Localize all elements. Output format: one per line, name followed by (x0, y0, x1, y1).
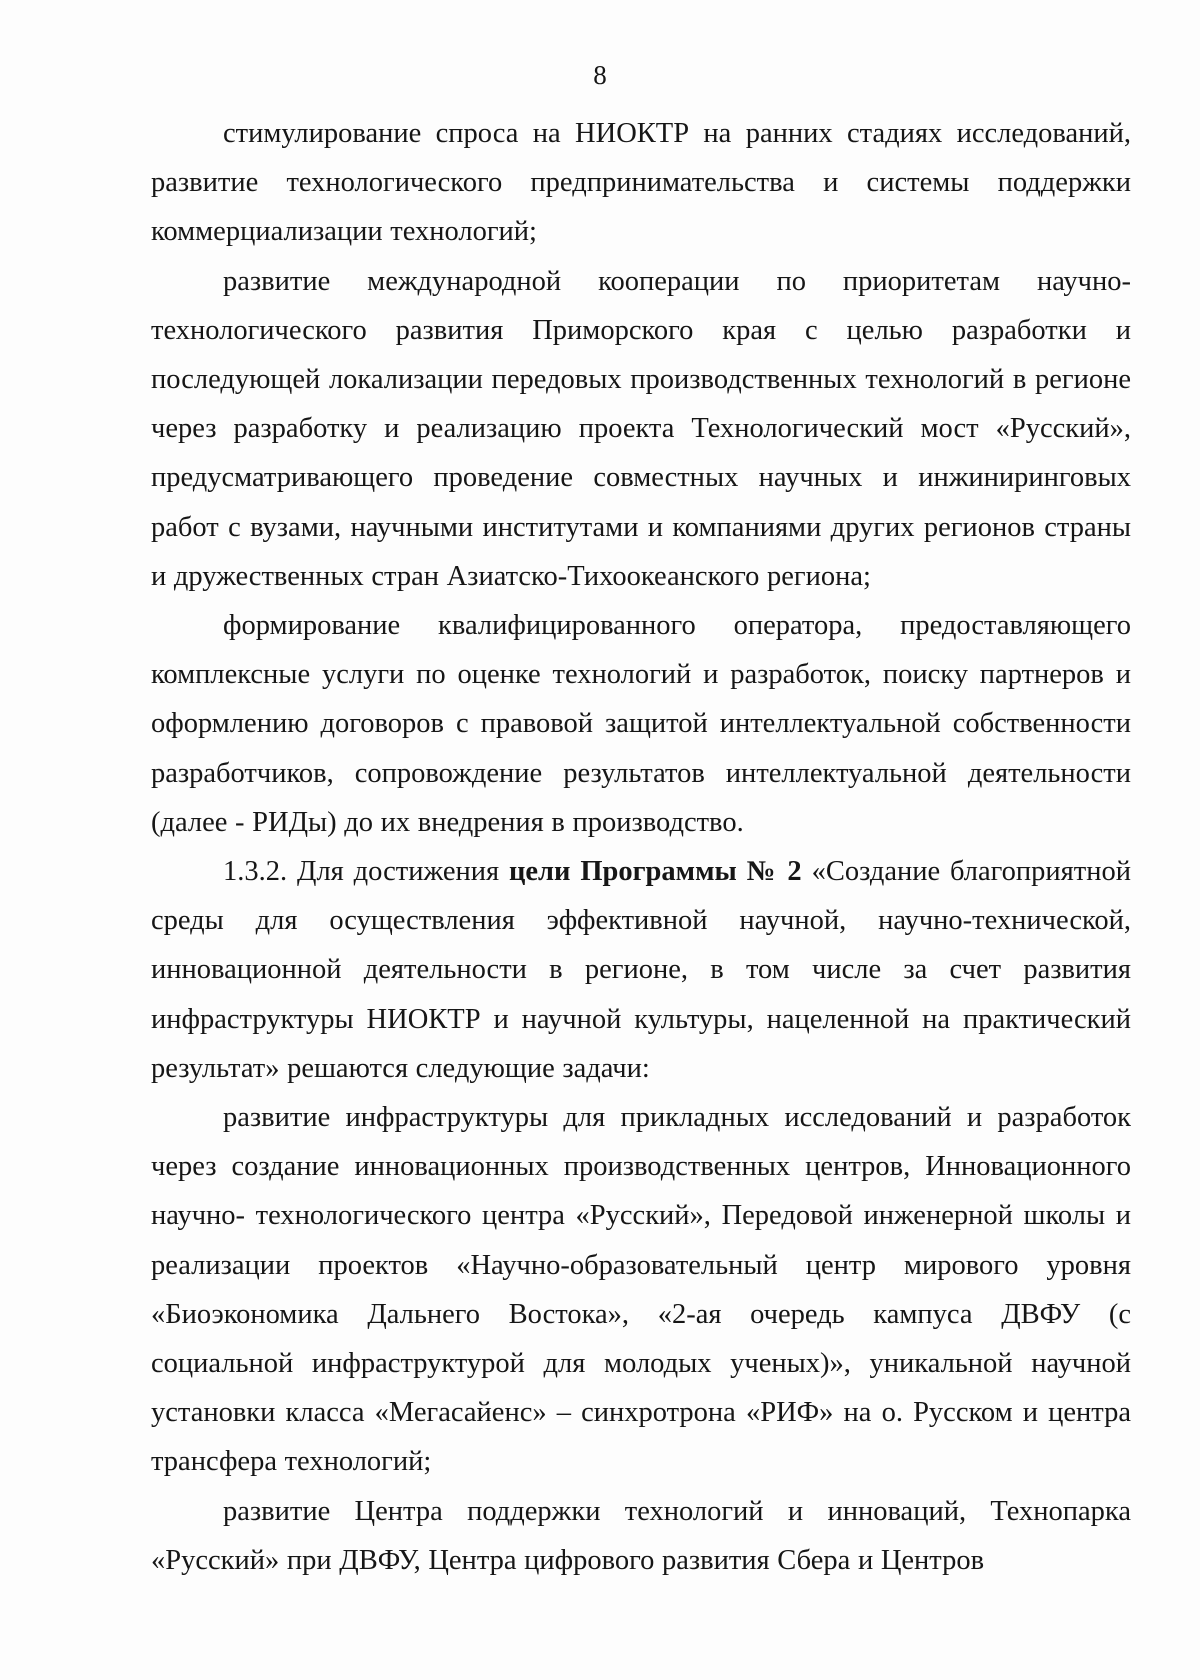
paragraph-infrastructure-development: развитие инфраструктуры для прикладных исследований и разработок через создание инновационных производственных центров, Инновационного научно- технологического центра «Русский», Передовой инженерной школы и реализации проектов «Научно-образовательный центр мирового уровня «Биоэкономика Дальнего Востока», «2-ая очередь кампуса ДВФУ (с социальной инфраструктурой для молодых ученых)», уникальной научной установки класса «Мегасайенс» – синхротрона «РИФ» на о. Русском и центра трансфера технологий; (151, 1102, 1131, 1478)
goal-2-suffix: «Создание благоприятной среды для осуществления эффективной научной, научно-технической, инновационной деятельности в регионе, в том числе за счет развития инфраструктуры НИОКТР и научной культуры, нацеленной на практический результат» решаются следующие задачи: (151, 856, 1131, 1084)
paragraph-goal-2 (151, 847, 1131, 1093)
paragraph-international-cooperation: развитие международной кооперации по приоритетам научно-технологического развития Приморского края с целью разработки и последующей локализации передовых производственных технологий в регионе через разработку и реализацию проекта Технологический мост «Русский», предусматривающего проведение совместных научных и инжиниринговых работ с вузами, научными институтами и компаниями других регионов страны и дружественных стран Азиатско-Тихоокеанского региона; (151, 265, 1131, 592)
paragraph-demand-stimulation: стимулирование спроса на НИОКТР на ранних стадиях исследований, развитие технологического предпринимательства и системы поддержки коммерциализации технологий; (151, 118, 1131, 248)
goal-2-title: цели Программы № 2 (508, 856, 802, 888)
goal-2-prefix: 1.3.2. Для достижения (223, 856, 509, 888)
paragraph-qualified-operator: формирование квалифицированного оператора, предоставляющего комплексные услуги по оценке технологий и разработок, поиску партнеров и оформлению договоров с правовой защитой интеллектуальной собственности разработчиков, сопровождение результатов интеллектуальной деятельности (далее - РИДы) до их внедрения в производство. (151, 610, 1131, 838)
document-body (151, 109, 1131, 1585)
paragraph-technology-centers: развитие Центра поддержки технологий и инноваций, Технопарка «Русский» при ДВФУ, Центра цифрового развития Сбера и Центров (151, 1495, 1131, 1576)
page-number: 8 (593, 60, 607, 90)
